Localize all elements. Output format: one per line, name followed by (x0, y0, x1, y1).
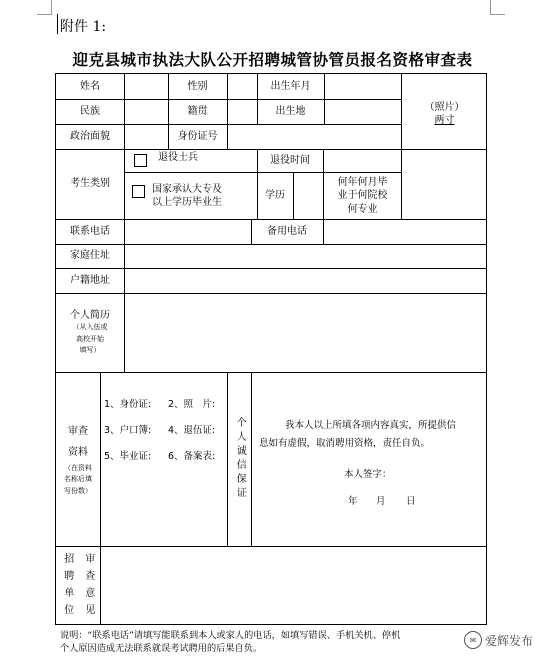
wechat-icon: ✉ (464, 631, 482, 649)
birthplace-field[interactable] (325, 99, 401, 124)
ethnic-field[interactable] (125, 99, 168, 124)
name-label: 姓名 (80, 80, 100, 92)
resume-note-line1: （从入伍或 (72, 323, 108, 332)
retire-time-field[interactable] (324, 149, 401, 172)
resume-field[interactable] (125, 293, 487, 372)
photo-placeholder[interactable] (402, 96, 487, 132)
birth-date-label: 出生年月 (270, 80, 311, 92)
grad-info-line2: 业于何院校 (337, 190, 388, 202)
review-label-line2: 资料 (68, 447, 88, 459)
college-graduate-checkbox[interactable] (132, 185, 145, 198)
phone-label: 联系电话 (70, 225, 110, 237)
footer-note-line2: 个人原因造成无法联系就误考试聘用的后果自负。 (60, 643, 263, 655)
college-option-line1: 国家承认大专及 (152, 183, 222, 195)
page-corner-mark-left (37, 0, 52, 15)
hukou-address-field[interactable] (125, 268, 487, 293)
resume-label (56, 293, 124, 372)
photo-label: （照片） (424, 101, 465, 113)
review-note-line2: 名称后填 (64, 475, 92, 484)
home-address-field[interactable] (125, 244, 487, 268)
review-note-line1: （在资料 (64, 464, 92, 473)
audit-label-col2-text: 审查意见 (82, 553, 94, 621)
sign-month-label: 月 (376, 496, 386, 507)
gender-label: 性别 (187, 80, 208, 92)
signature-field[interactable] (396, 463, 466, 479)
text-cursor (57, 14, 58, 34)
birth-date-field[interactable] (325, 74, 401, 99)
pledge-text (259, 417, 484, 453)
review-label-line1: 审查 (68, 426, 88, 438)
graduation-info-field[interactable] (402, 150, 487, 219)
material-item: 6、备案表: (168, 451, 216, 462)
review-note-line3: 写份数） (64, 486, 92, 495)
gender-field[interactable] (228, 74, 257, 99)
resume-note-line3: 填写） (79, 345, 101, 354)
backup-phone-label: 备用电话 (267, 225, 307, 237)
photo-size-label: 两寸 (434, 115, 455, 126)
origin-field[interactable] (228, 99, 257, 124)
audit-label-col1 (58, 550, 76, 624)
graduation-info-label (324, 173, 401, 219)
material-item: 5、毕业证: (104, 451, 152, 462)
material-item: 4、退伍证: (168, 425, 216, 436)
signature-label: 本人签字： (344, 469, 392, 480)
audit-label-col1-text: 招聘单位 (61, 553, 73, 621)
education-label: 学历 (265, 190, 285, 202)
resume-note-line2: 高校开始 (76, 334, 104, 343)
backup-phone-field[interactable] (324, 219, 487, 244)
pledge-text-line2: 息如有虚假，取消聘用资格，责任自负。 (259, 438, 431, 450)
id-number-field[interactable] (228, 124, 401, 149)
watermark (464, 631, 533, 649)
audit-label-col2 (78, 550, 98, 624)
watermark-text: 爱辉发布 (484, 633, 533, 648)
document-title: 迎克县城市执法大队公开招聘城管协管员报名资格审查表 (72, 50, 473, 69)
material-item: 2、照 片: (168, 399, 216, 410)
material-item: 1、身份证: (104, 399, 152, 410)
pledge-text-line1: 我本人以上所填各项内容真实，所提供信 (285, 420, 457, 431)
home-address-label: 家庭住址 (70, 250, 110, 262)
resume-title: 个人简历 (70, 309, 110, 321)
phone-field[interactable] (125, 219, 251, 244)
page-corner-mark-right (490, 0, 505, 15)
grad-info-line1: 何年何月毕 (337, 176, 388, 188)
materials-list (104, 396, 226, 462)
retire-time-label: 退役时间 (270, 154, 310, 166)
college-option-label (148, 173, 257, 219)
ethnic-label: 民族 (80, 105, 100, 117)
birthplace-label: 出生地 (275, 105, 306, 117)
attachment-label: 附件 1: (60, 19, 107, 35)
origin-label: 籍贯 (187, 105, 208, 117)
veteran-option-label: 退役士兵 (158, 152, 198, 164)
sign-year-label: 年 (348, 496, 358, 507)
political-status-field[interactable] (125, 124, 168, 149)
registration-form-table (55, 73, 487, 625)
college-option-line2: 以上学历毕业生 (152, 197, 222, 208)
political-status-label: 政治面貌 (70, 130, 110, 142)
integrity-pledge-title: 个人诚信保证 (234, 417, 246, 501)
name-field[interactable] (125, 74, 168, 99)
review-materials-label (56, 372, 100, 546)
id-number-label: 身份证号 (177, 130, 218, 142)
material-item: 3、户口簿: (104, 425, 152, 436)
integrity-pledge-label (228, 372, 251, 546)
sign-day-label: 日 (406, 496, 416, 507)
grad-info-line3: 何专业 (347, 203, 378, 215)
audit-opinion-field[interactable] (101, 547, 487, 624)
footer-note-line1: 说明：“联系电话”请填写能联系到本人或家人的电话，如填写错误、手机关机、停机 (60, 630, 401, 641)
education-field[interactable] (294, 173, 323, 219)
category-label: 考生类别 (70, 178, 110, 190)
veteran-checkbox[interactable] (134, 154, 147, 167)
footer-note (60, 629, 530, 656)
hukou-address-label: 户籍地址 (70, 274, 110, 286)
